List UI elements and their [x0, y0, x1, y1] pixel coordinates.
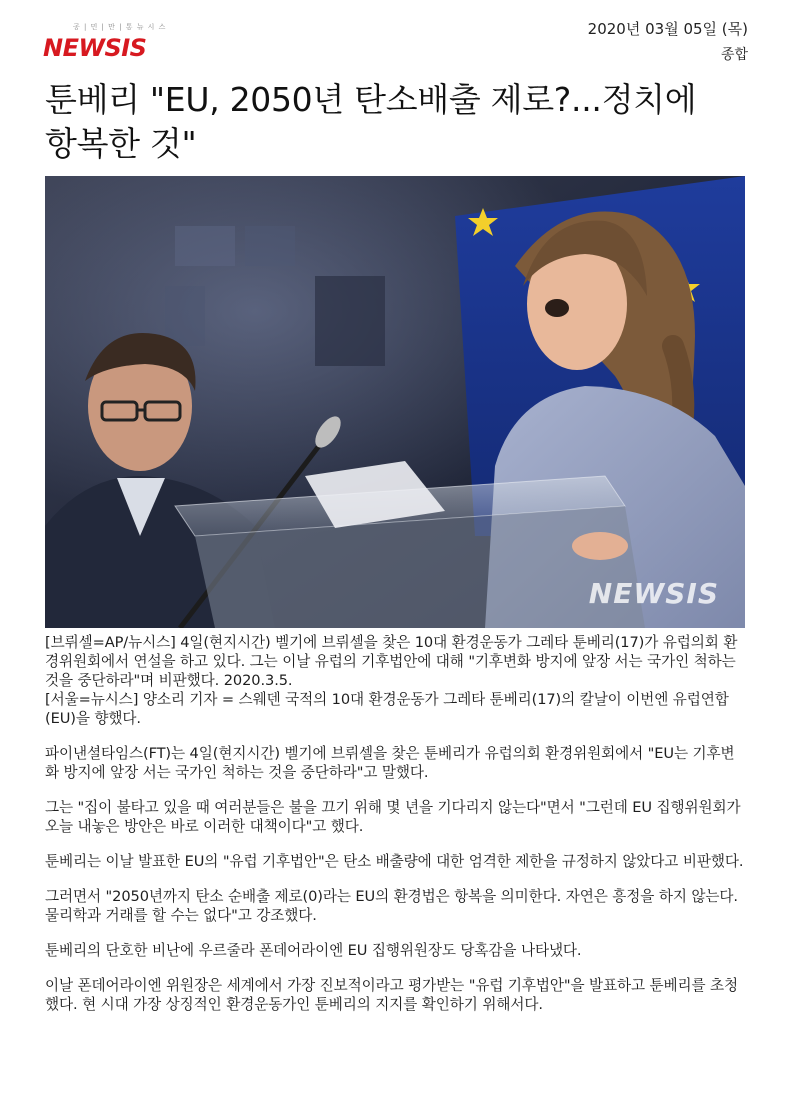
article-paragraph: 파이낸셜타임스(FT)는 4일(현지시간) 벨기에 브뤼셀을 찾은 툰베리가 유럽의회 환경위원회에서 "EU는 기후변화 방지에 앞장 서는 국가인 척하는 것을 중단하라"고 말했다.: [45, 745, 735, 781]
article-paragraph: 이날 폰데어라이엔 위원장은 세계에서 가장 진보적이라고 평가받는 "유럽 기후법안"을 발표하고 툰베리를 초청했다. 현 시대 가장 상징적인 환경운동가인 툰베리의 지지를 확인하기 위해서다.: [45, 977, 739, 1013]
article-photo: [45, 176, 745, 628]
logo-tagline: 공 | 민 | 만 | 통 뉴 시 스: [73, 23, 167, 31]
photo-watermark: NEWSIS: [588, 577, 719, 610]
newsis-logo: [43, 22, 167, 66]
article-paragraph: 그는 "집이 불타고 있을 때 여러분들은 불을 끄기 위해 몇 년을 기다리지 않는다"면서 "그런데 EU 집행위원회가 오늘 내놓은 방안은 바로 이러한 대책이다"고 했다.: [45, 799, 741, 835]
article-lead: [서울=뉴시스] 양소리 기자 = 스웨덴 국적의 10대 환경운동가 그레타 툰베리(17)의 칼날이 이번엔 유럽연합(EU)을 향했다.: [45, 691, 729, 727]
article-paragraph: 툰베리는 이날 발표한 EU의 "유럽 기후법안"은 탄소 배출량에 대한 엄격한 제한을 규정하지 않았다고 비판했다.: [45, 853, 744, 870]
article-headline: [45, 78, 755, 166]
headline-line-1: 툰베리 "EU, 2050년 탄소배출 제로?...정치에: [45, 80, 697, 119]
section-label: 종합: [720, 47, 748, 63]
photo-caption: [브뤼셀=AP/뉴시스] 4일(현지시간) 벨기에 브뤼셀을 찾은 10대 환경운동가 그레타 툰베리(17)가 유럽의회 환경위원회에서 연설을 하고 있다. 그는 이날 유럽의 기후법안에 대해 "기후변화 방지에 앞장 서는 국가인 척하는 것을 중단하라"며 비판했다. 2020.3.5.: [45, 634, 738, 689]
logo-wordmark: NEWSIS: [43, 34, 147, 62]
article-body: [45, 633, 745, 1030]
publication-date: 2020년 03월 05일 (목): [587, 20, 748, 38]
article-paragraph: 툰베리의 단호한 비난에 우르줄라 폰데어라이엔 EU 집행위원장도 당혹감을 나타냈다.: [45, 942, 582, 959]
photo-illustration: [45, 176, 745, 628]
headline-line-2: 항복한 것": [45, 124, 197, 163]
article-paragraph: 그러면서 "2050년까지 탄소 순배출 제로(0)라는 EU의 환경법은 항복을 의미한다. 자연은 흥정을 하지 않는다. 물리학과 거래를 할 수는 없다"고 강조했다.: [45, 888, 738, 924]
